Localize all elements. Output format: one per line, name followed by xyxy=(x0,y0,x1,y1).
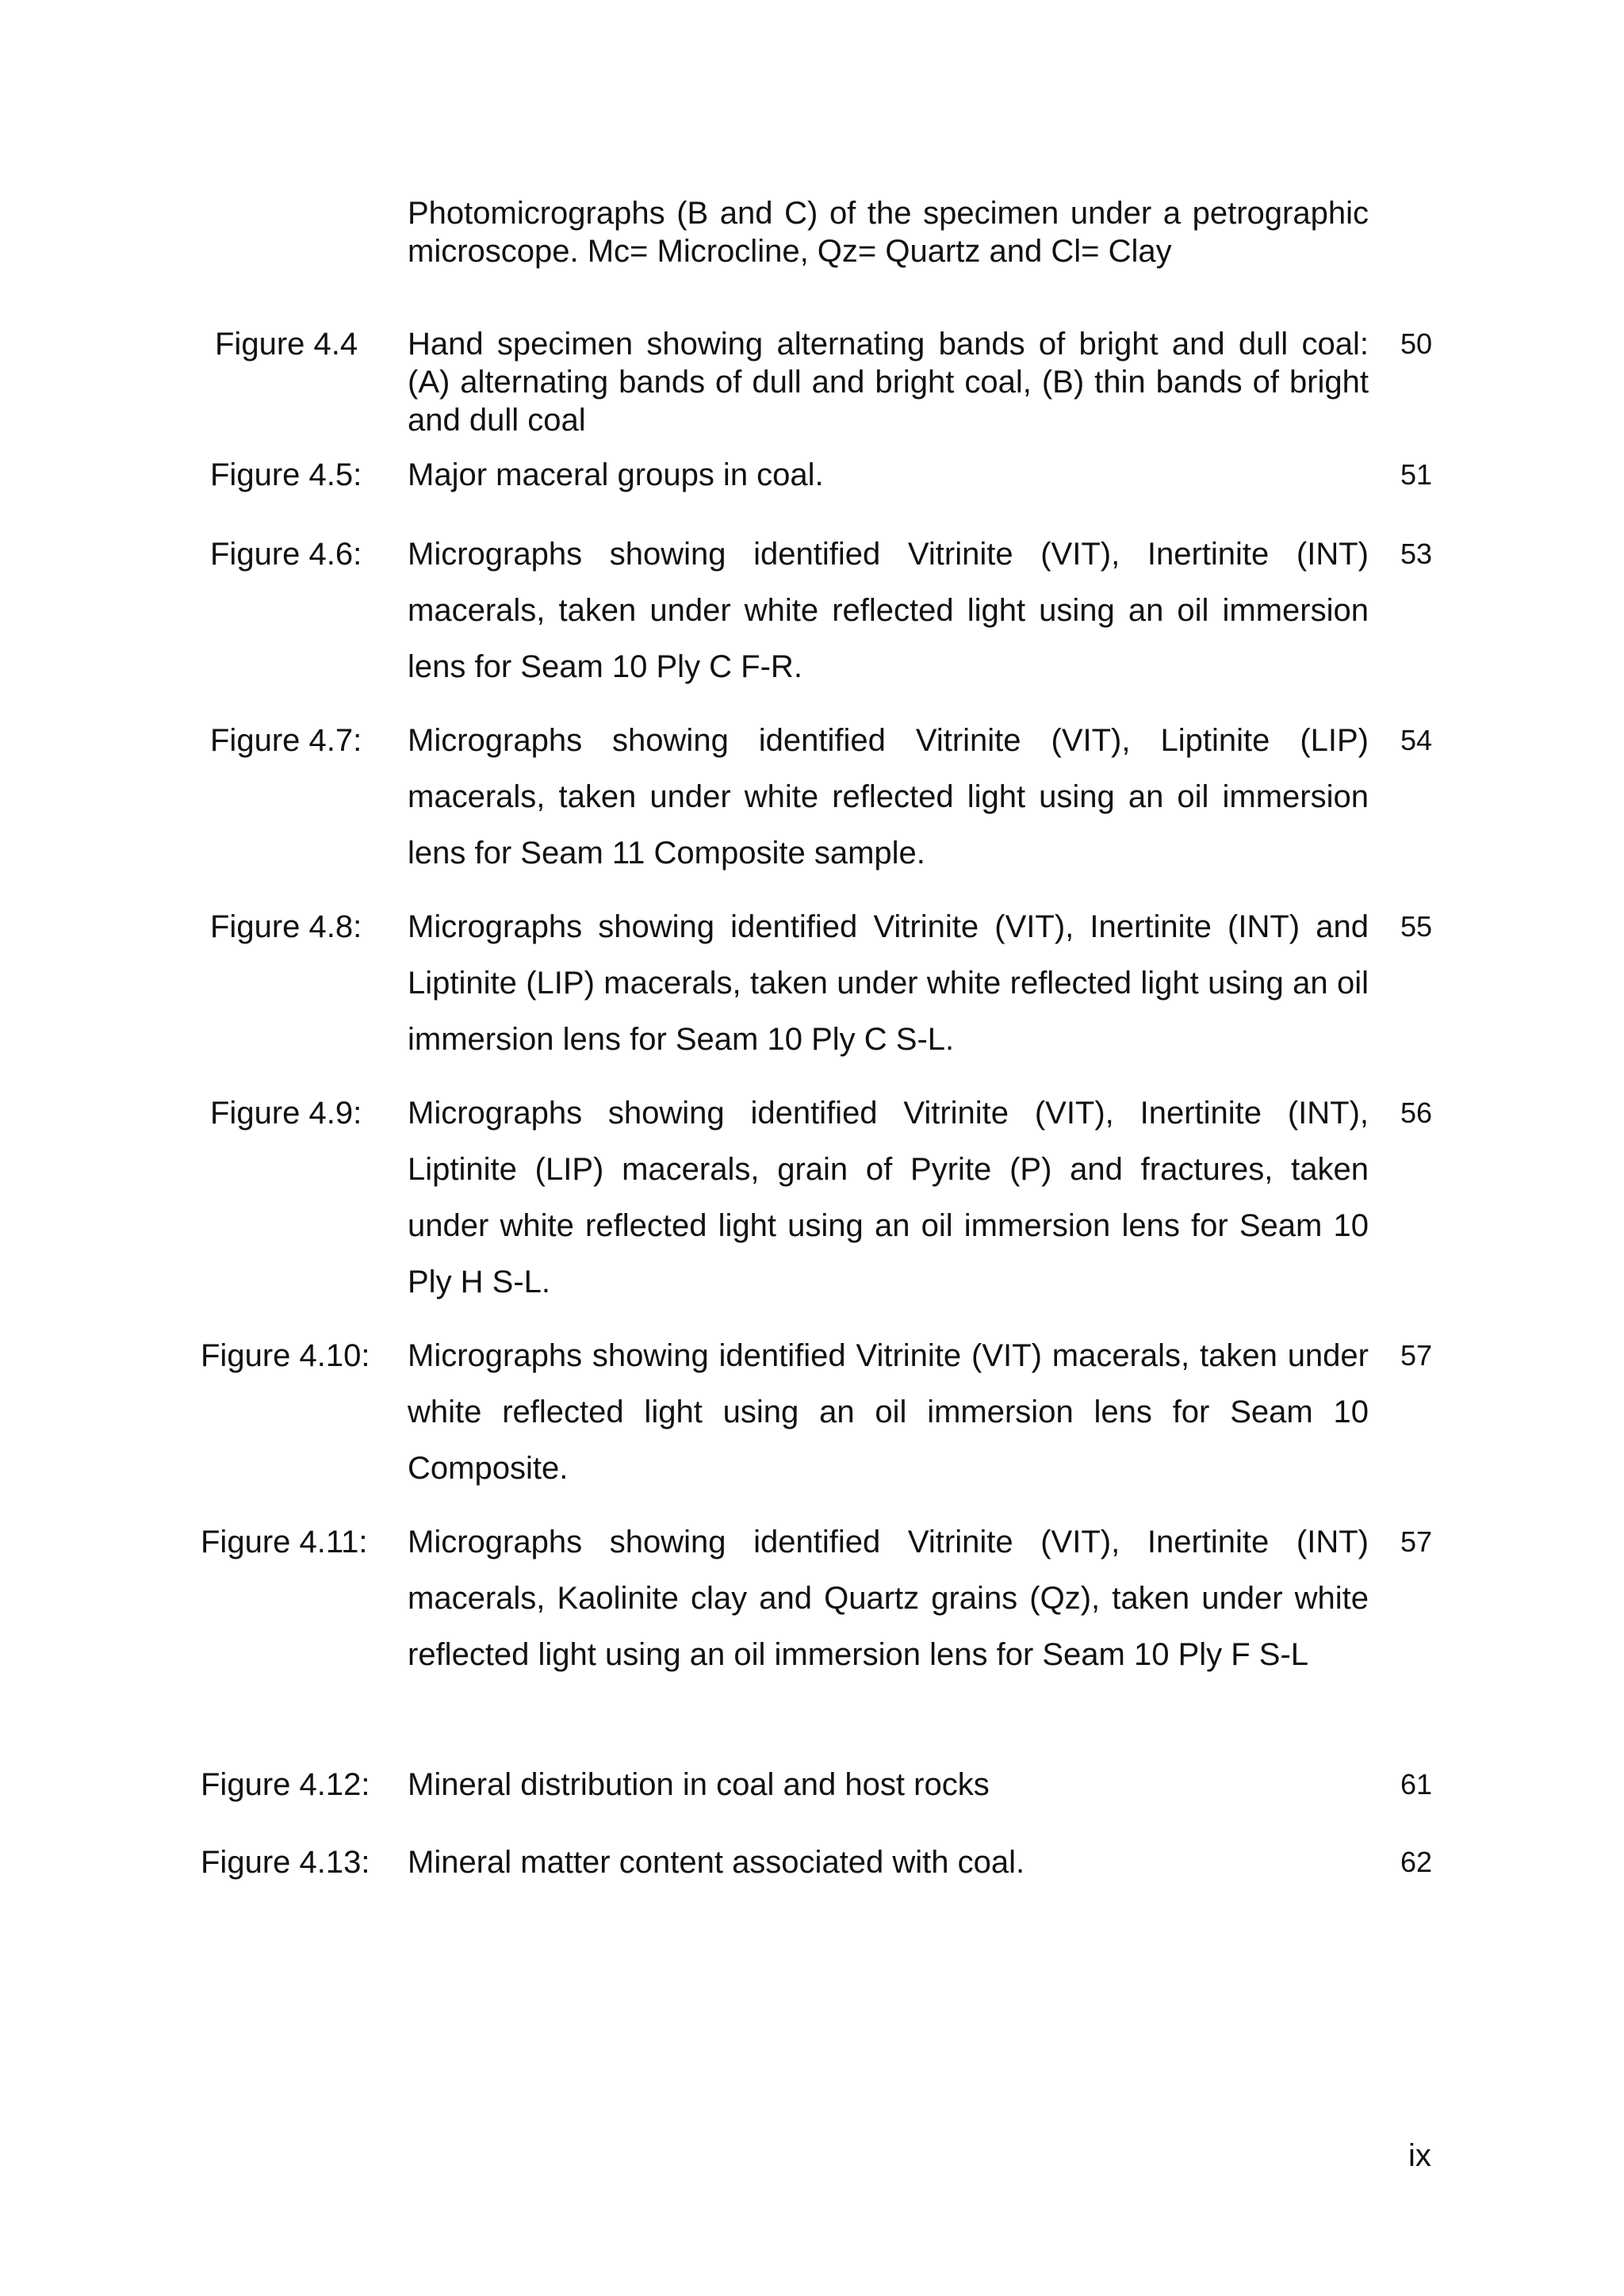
page-number: 57 xyxy=(1400,1525,1433,1558)
figure-label: Figure 4.6: xyxy=(210,537,362,572)
page-number: 56 xyxy=(1400,1096,1433,1129)
figure-caption: Mineral distribution in coal and host rocks xyxy=(408,1767,990,1802)
figure-label: Figure 4.5: xyxy=(210,457,362,492)
figure-caption: Major maceral groups in coal. xyxy=(408,457,824,492)
figure-label: Figure 4.8: xyxy=(210,909,362,944)
figure-label: Figure 4.10: xyxy=(201,1338,370,1373)
figure-caption: Micrographs showing identified Vitrinite (VIT), Inertinite (INT), Liptinite (LIP) macerals, grain of Pyrite (P) and fractures, taken under white reflected light using an oil immersion lens for Seam 10 Ply H S-L. xyxy=(408,1096,1369,1299)
figure-caption: Hand specimen showing alternating bands of bright and dull coal: (A) alternating bands of dull and bright coal, (B) thin bands of bright and dull coal xyxy=(408,327,1369,438)
figure-label: Figure 4.9: xyxy=(210,1096,362,1131)
figure-label: Figure 4.7: xyxy=(210,723,362,758)
page-number: 54 xyxy=(1400,724,1433,756)
figure-label: Figure 4.13: xyxy=(201,1845,370,1880)
page-number: 62 xyxy=(1400,1846,1433,1878)
page-number: 51 xyxy=(1400,458,1433,491)
figure-caption: Micrographs showing identified Vitrinite (VIT), Inertinite (INT) and Liptinite (LIP) macerals, taken under white reflected light using an oil immersion lens for Seam 10 Ply C S-L. xyxy=(408,909,1369,1057)
figure-caption: Micrographs showing identified Vitrinite (VIT), Liptinite (LIP) macerals, taken under white reflected light using an oil immersion lens for Seam 11 Composite sample. xyxy=(408,723,1369,871)
page-number: 53 xyxy=(1400,538,1433,570)
page-number: 55 xyxy=(1400,910,1433,943)
page-number: 57 xyxy=(1400,1339,1433,1372)
figure-label: Figure 4.11: xyxy=(201,1525,368,1559)
figure-caption: Micrographs showing identified Vitrinite (VIT), Inertinite (INT) macerals, Kaolinite clay and Quartz grains (Qz), taken under white reflected light using an oil immersion lens for Seam 10 Ply F S-L xyxy=(408,1525,1369,1672)
page-number: 61 xyxy=(1400,1768,1433,1800)
footer-page-number: ix xyxy=(1408,2138,1431,2173)
figure-caption: Micrographs showing identified Vitrinite (VIT), Inertinite (INT) macerals, taken under white reflected light using an oil immersion lens for Seam 10 Ply C F-R. xyxy=(408,537,1369,684)
figure-label: Figure 4.12: xyxy=(201,1767,370,1802)
figure-caption: Photomicrographs (B and C) of the specimen under a petrographic microscope. Mc= Microcline, Qz= Quartz and Cl= Clay xyxy=(408,196,1369,269)
figure-caption: Mineral matter content associated with coal. xyxy=(408,1845,1025,1880)
figure-label: Figure 4.4 xyxy=(215,327,358,362)
page-number: 50 xyxy=(1400,327,1433,360)
figure-caption: Micrographs showing identified Vitrinite (VIT) macerals, taken under white reflected light using an oil immersion lens for Seam 10 Composite. xyxy=(408,1338,1369,1486)
